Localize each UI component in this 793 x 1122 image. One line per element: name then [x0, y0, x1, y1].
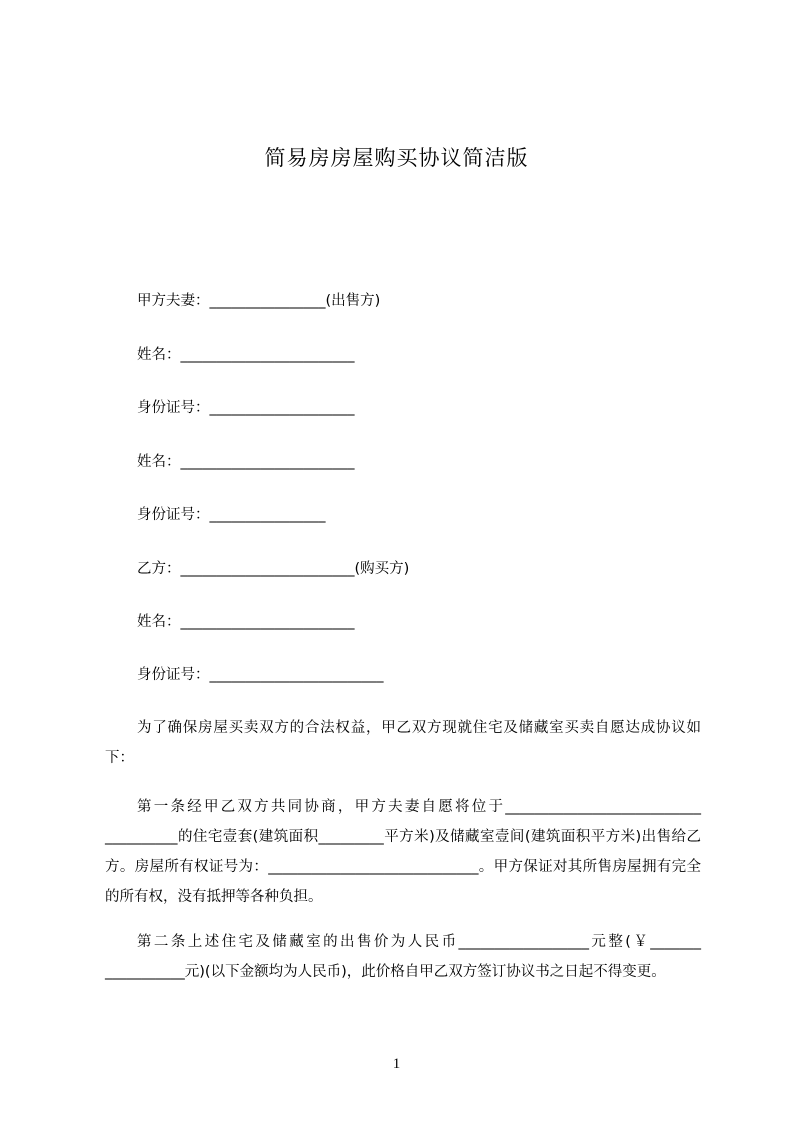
article-1-paragraph: 第一条经甲乙双方共同协商，甲方夫妻自愿将位于___________________________ __________的住宅壹套(建筑面积_________平方米)及储藏室壹间(建筑面积平方米)出售给乙方。房屋所有权证号为：_____________________________。甲方保证对其所售房屋拥有完全的所有权，没有抵押等各种负担。: [105, 799, 701, 905]
article-2-paragraph: 第二条上述住宅及储藏室的出售价为人民币__________________元整(￥_______ ___________元)(以下金额均为人民币)，此价格自甲乙双方签订协议书之日起不得变更。: [105, 934, 701, 980]
buyer-id-field: 身份证号：________________________: [137, 667, 384, 683]
buyer-name-field: 姓名：________________________: [137, 614, 355, 630]
intro-paragraph: 为了确保房屋买卖双方的合法权益，甲乙双方现就住宅及储藏室买卖自愿达成协议如下：: [105, 720, 701, 766]
seller-couple-field: 甲方夫妻：________________(出售方): [137, 293, 381, 309]
page-number: 1: [392, 1056, 401, 1072]
seller-id-1-field: 身份证号：____________________: [137, 400, 355, 416]
seller-name-2-field: 姓名：________________________: [137, 454, 355, 470]
buyer-field: 乙方：________________________(购买方): [137, 561, 410, 577]
seller-id-2-field: 身份证号：________________: [137, 507, 326, 523]
seller-name-1-field: 姓名：________________________: [137, 347, 355, 363]
document-title: 简易房房屋购买协议简洁版: [264, 146, 529, 170]
